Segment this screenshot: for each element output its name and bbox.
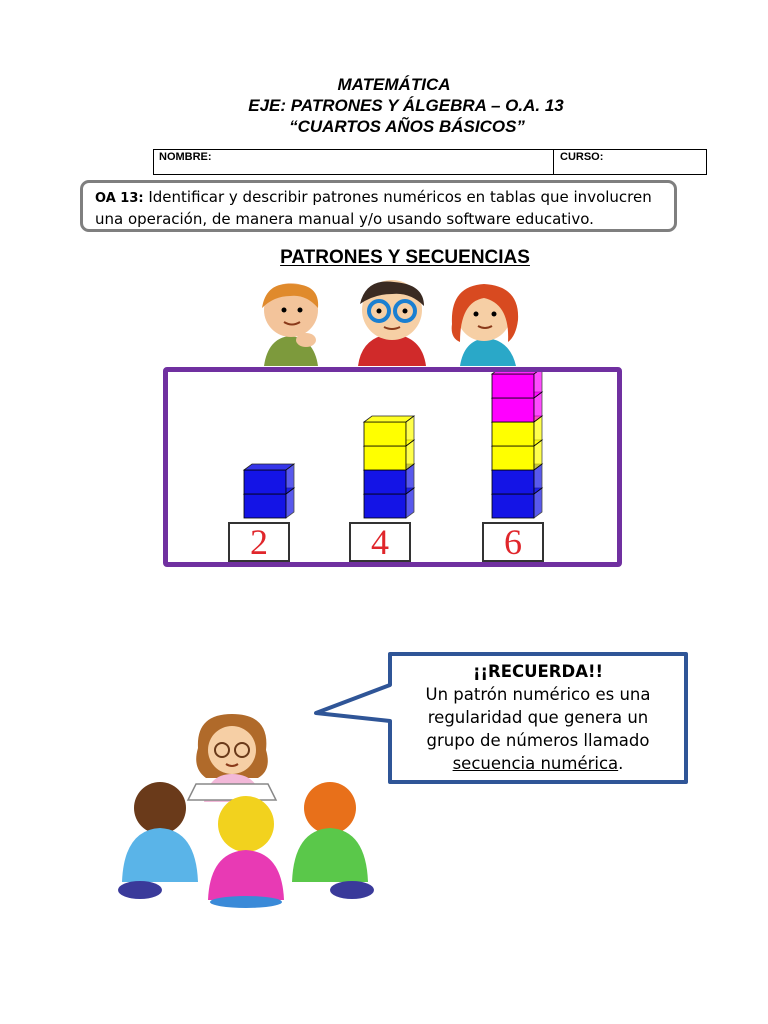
teacher-reading-illustration — [100, 712, 400, 908]
tower-2 — [244, 464, 294, 518]
reminder-line-2: regularidad que genera un — [427, 708, 649, 727]
cube-towers — [236, 372, 556, 520]
grade-title: “CUARTOS AÑOS BÁSICOS” — [289, 117, 525, 136]
section-title: PATRONES Y SECUENCIAS — [280, 247, 530, 268]
number-box-2: 4 — [349, 522, 411, 562]
three-kids-illustration — [254, 280, 522, 366]
objective-code: OA 13: — [95, 191, 144, 206]
tower-6 — [492, 372, 542, 518]
document-header — [0, 74, 768, 137]
reminder-line-1: Un patrón numérico es una — [425, 685, 651, 704]
reminder-text: ¡¡RECUERDA!! Un patrón numérico es una regularidad que genera un grupo de números llamado secuencia numérica. — [393, 660, 683, 775]
reminder-title: ¡¡RECUERDA!! — [472, 662, 604, 681]
reminder-key-term: secuencia numérica — [452, 754, 619, 773]
name-field[interactable] — [154, 150, 554, 174]
reminder-line-3: grupo de números llamado — [426, 731, 650, 750]
tower-4 — [364, 416, 414, 518]
number-box-3: 6 — [482, 522, 544, 562]
number-box-1: 2 — [228, 522, 290, 562]
objective-text: Identificar y describir patrones numéricos en tablas que involucren una operación, de manera manual y/o usando software educativo. — [95, 188, 652, 228]
axis-title: EJE: PATRONES Y ÁLGEBRA – O.A. 13 — [248, 96, 564, 115]
course-label: CURSO: — [560, 151, 604, 163]
student-info-table — [153, 149, 707, 175]
objective-box — [80, 180, 677, 232]
course-field[interactable] — [554, 150, 706, 174]
subject-title: MATEMÁTICA — [337, 75, 451, 94]
name-label: NOMBRE: — [159, 151, 212, 163]
